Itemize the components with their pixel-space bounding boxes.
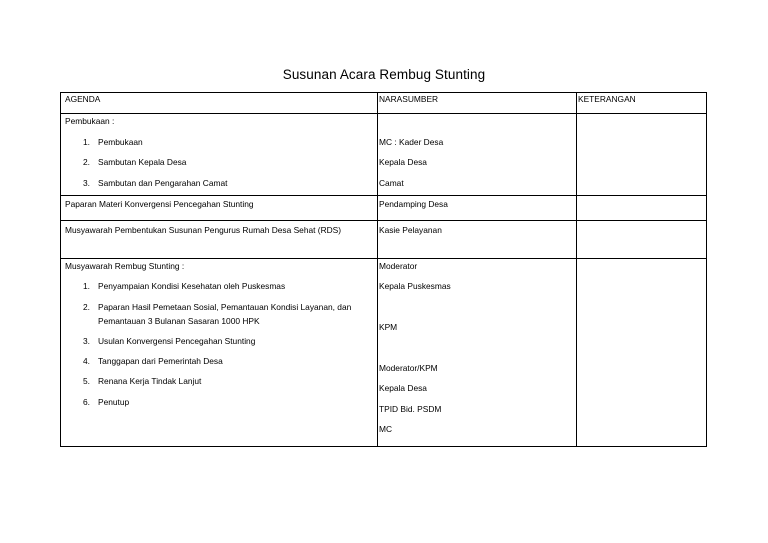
column-divider	[576, 92, 577, 447]
narasumber-cell: Pendamping Desa	[379, 199, 448, 209]
narasumber-cell: TPID Bid. PSDM	[379, 404, 442, 414]
section-title-pembukaan: Pembukaan :	[65, 116, 115, 126]
narasumber-cell: KPM	[379, 322, 398, 332]
table-border-top	[60, 92, 707, 93]
list-item: Pembukaan	[98, 137, 143, 147]
list-item: Sambutan dan Pengarahan Camat	[98, 178, 228, 188]
list-number: 6.	[83, 397, 90, 407]
list-number: 4.	[83, 356, 90, 366]
list-number: 1.	[83, 281, 90, 291]
list-number: 2.	[83, 157, 90, 167]
list-number: 3.	[83, 178, 90, 188]
narasumber-cell: Kasie Pelayanan	[379, 225, 442, 235]
list-item: Tanggapan dari Pemerintah Desa	[98, 356, 223, 366]
agenda-cell: Paparan Materi Konvergensi Pencegahan Stunting	[65, 199, 254, 209]
narasumber-cell: Kepala Puskesmas	[379, 281, 451, 291]
table-border-right	[706, 92, 707, 447]
list-item: Sambutan Kepala Desa	[98, 157, 187, 167]
section-title-musyawarah: Musyawarah Rembug Stunting :	[65, 261, 185, 271]
list-number: 3.	[83, 336, 90, 346]
narasumber-cell: Kepala Desa	[379, 157, 427, 167]
list-number: 2.	[83, 302, 90, 312]
agenda-cell: Musyawarah Pembentukan Susunan Pengurus Rumah Desa Sehat (RDS)	[65, 225, 342, 235]
document-title: Susunan Acara Rembug Stunting	[282, 67, 486, 82]
list-number: 1.	[83, 137, 90, 147]
narasumber-cell: Moderator	[379, 261, 418, 271]
narasumber-cell: MC : Kader Desa	[379, 137, 444, 147]
header-agenda: AGENDA	[65, 94, 101, 104]
narasumber-cell: Camat	[379, 178, 404, 188]
row-divider	[60, 258, 707, 259]
list-item: Usulan Konvergensi Pencegahan Stunting	[98, 336, 256, 346]
table-border-bottom	[60, 446, 707, 447]
column-divider	[377, 92, 378, 447]
narasumber-cell: Moderator/KPM	[379, 363, 438, 373]
list-item-continuation: Pemantauan 3 Bulanan Sasaran 1000 HPK	[98, 316, 260, 326]
narasumber-cell: Kepala Desa	[379, 383, 427, 393]
table-header-divider	[60, 113, 707, 114]
row-divider	[60, 220, 707, 221]
list-number: 5.	[83, 376, 90, 386]
list-item: Renana Kerja Tindak Lanjut	[98, 376, 202, 386]
header-keterangan: KETERANGAN	[578, 94, 636, 104]
narasumber-cell: MC	[379, 424, 393, 434]
list-item: Penutup	[98, 397, 130, 407]
list-item: Penyampaian Kondisi Kesehatan oleh Puskesmas	[98, 281, 286, 291]
table-border-left	[60, 92, 61, 447]
list-item: Paparan Hasil Pemetaan Sosial, Pemantauan Kondisi Layanan, dan	[98, 302, 352, 312]
row-divider	[60, 195, 707, 196]
header-narasumber: NARASUMBER	[379, 94, 439, 104]
